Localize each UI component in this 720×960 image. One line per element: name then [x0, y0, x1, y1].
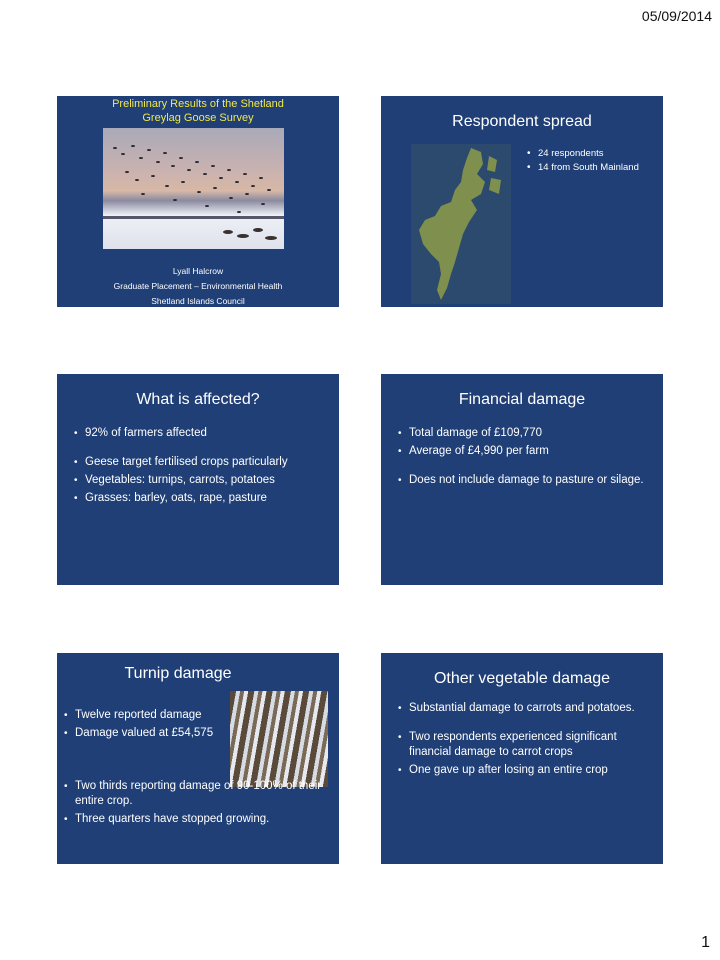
bullet-item: • Average of £4,990 per farm — [397, 444, 657, 459]
slide-other-vegetable-damage — [381, 653, 663, 864]
slide-respondent-spread — [381, 96, 663, 307]
slide-1-title — [57, 97, 339, 125]
bullet-item: • Grasses: barley, oats, rape, pasture — [73, 491, 333, 506]
bullet-item: • Does not include damage to pasture or silage. — [397, 473, 657, 488]
slide-1-title-line-1: Preliminary Results of the Shetland — [112, 98, 284, 110]
bullet-item: • Damage valued at £54,575 — [63, 726, 231, 741]
bullet-item: • 14 from South Mainland — [526, 162, 646, 174]
slide-financial-damage — [381, 374, 663, 585]
slide-2-bullets — [526, 148, 646, 176]
damaged-field-photo — [230, 691, 328, 787]
bullet-item: • Geese target fertilised crops particularly — [73, 455, 333, 470]
slide-6-title: Other vegetable damage — [433, 670, 611, 687]
geese-flock-photo — [103, 128, 284, 249]
page-number: 1 — [701, 934, 710, 951]
slide-6-bullets — [397, 701, 659, 781]
bullet-item: • Vegetables: turnips, carrots, potatoes — [73, 473, 333, 488]
slide-what-is-affected — [57, 374, 339, 585]
bullet-item: • 92% of farmers affected — [73, 426, 333, 441]
bullet-item: • One gave up after losing an entire crop — [397, 763, 659, 778]
bullet-item: • Substantial damage to carrots and potatoes. — [397, 701, 659, 716]
bullet-item: • Two respondents experienced significant financial damage to carrot crops — [397, 730, 659, 760]
slide-1-organisation: Shetland Islands Council — [151, 296, 245, 306]
bullet-item: • Three quarters have stopped growing. — [63, 812, 325, 827]
slide-1-author: Lyall Halcrow — [172, 266, 224, 276]
slide-3-title: What is affected? — [136, 391, 260, 408]
slide-1-role: Graduate Placement – Environmental Health — [113, 281, 283, 291]
slide-turnip-damage — [57, 653, 339, 864]
bullet-item: • 24 respondents — [526, 148, 646, 160]
slide-4-bullets — [397, 426, 657, 491]
slide-3-bullets — [73, 426, 333, 509]
bullet-item: • Two thirds reporting damage of 90-100% of their entire crop. — [63, 779, 325, 809]
bullet-item: • Total damage of £109,770 — [397, 426, 657, 441]
shetland-map-image — [411, 144, 511, 304]
slide-title-survey — [57, 96, 339, 307]
slide-4-title: Financial damage — [458, 391, 586, 408]
slide-5-bullets-bottom — [63, 779, 325, 830]
header-date: 05/09/2014 — [641, 8, 712, 24]
slide-1-title-line-2: Greylag Goose Survey — [142, 112, 254, 124]
slide-5-bullets-top — [63, 708, 231, 744]
slide-2-title: Respondent spread — [452, 113, 592, 130]
bullet-item: • Twelve reported damage — [63, 708, 231, 723]
slide-5-title: Turnip damage — [124, 665, 232, 682]
